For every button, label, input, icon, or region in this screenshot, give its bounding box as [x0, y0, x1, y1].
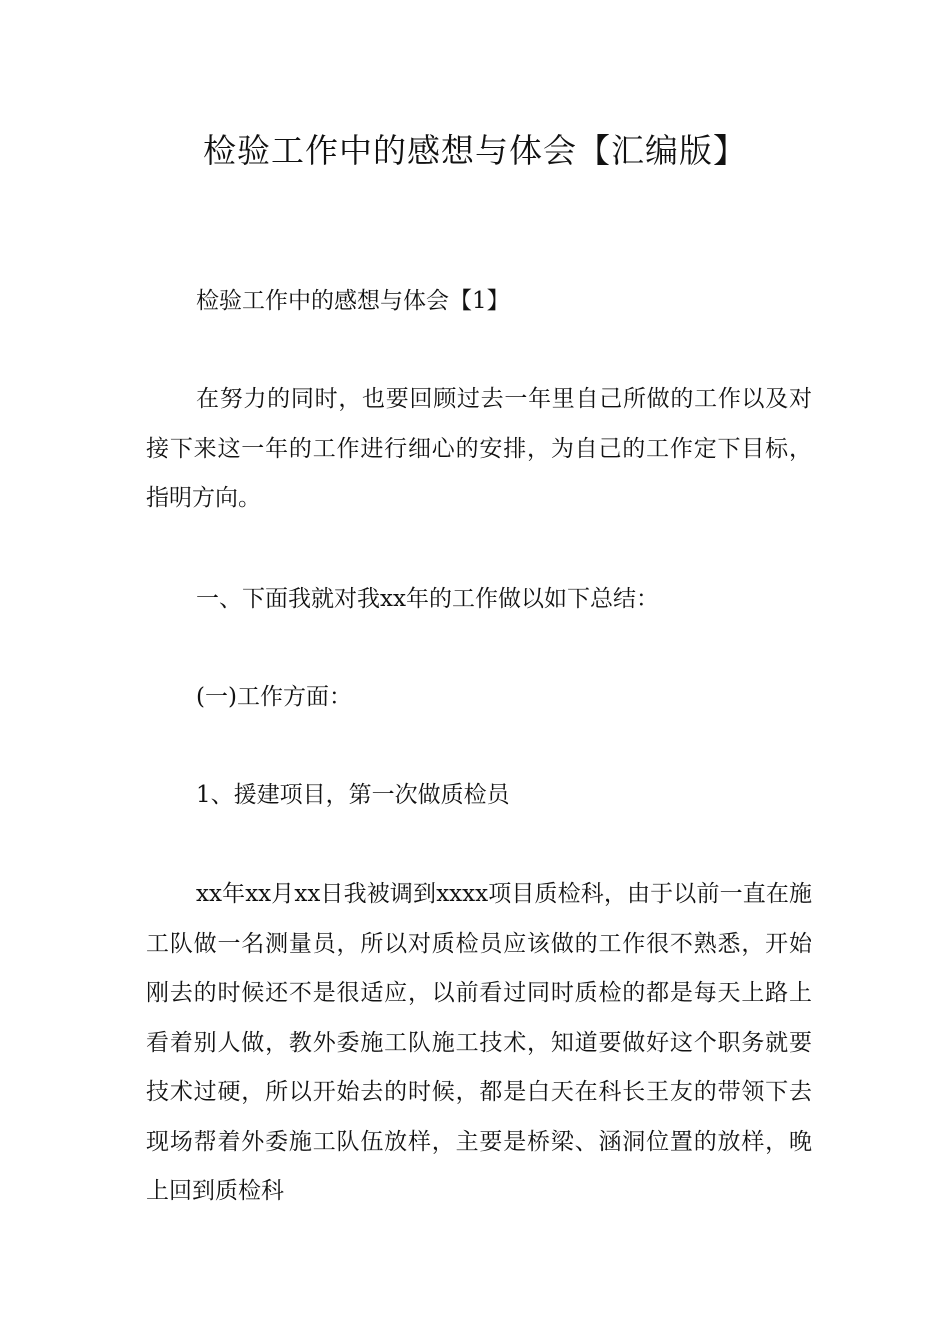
summary-heading: 一、下面我就对我xx年的工作做以如下总结： [196, 586, 659, 612]
document-title: 检验工作中的感想与体会【汇编版】 [203, 131, 747, 170]
item-1-heading: 1、援建项目，第一次做质检员 [196, 782, 510, 808]
work-aspect-heading: (一)工作方面： [196, 684, 352, 710]
section-heading: 检验工作中的感想与体会【1】 [196, 288, 510, 314]
intro-paragraph: 在努力的同时，也要回顾过去一年里自己所做的工作以及对接下来这一年的工作进行细心的安排，为自己的工作定下目标，指明方向。 [146, 386, 812, 511]
item-1-paragraph: xx年xx月xx日我被调到xxxx项目质检科，由于以前一直在施工队做一名测量员，所以对质检员应该做的工作很不熟悉，开始刚去的时候还不是很适应，以前看过同时质检的都是每天上路上看着别人做，教外委施工队施工技术，知道要做好这个职务就要技术过硬，所以开始去的时候，都是白天在科长王友的带领下去现场帮着外委施工队伍放样，主要是桥梁、涵洞位置的放样，晚上回到质检科 [146, 881, 812, 1204]
